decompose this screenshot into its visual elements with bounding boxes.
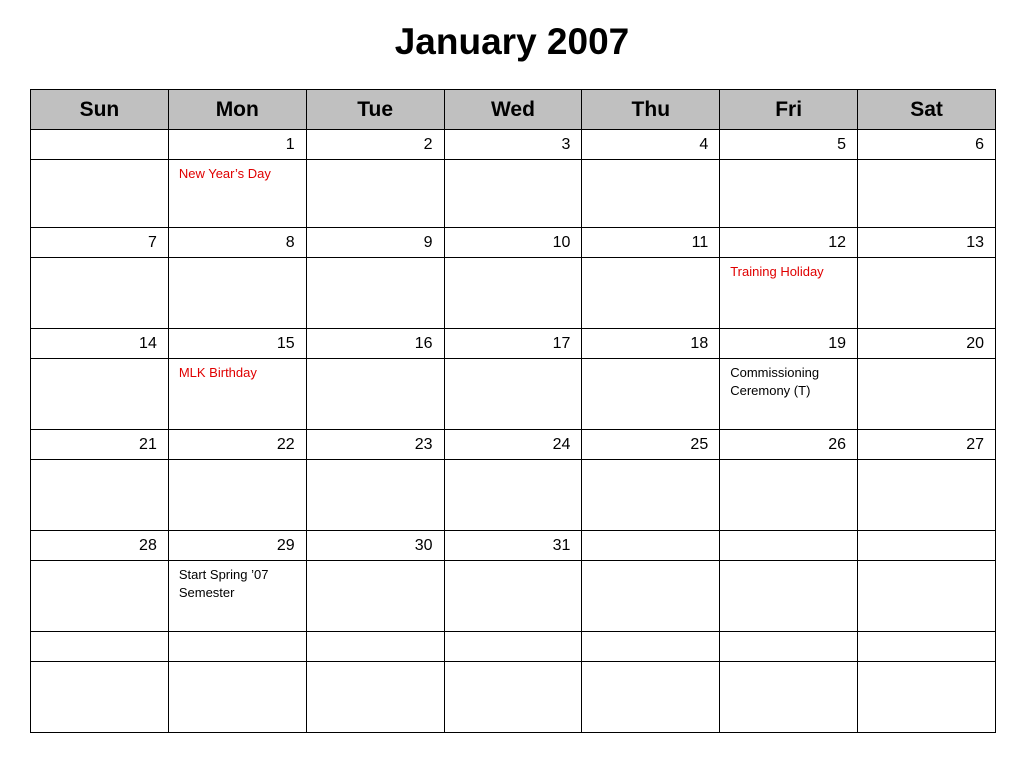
date-cell: 9 <box>306 228 444 258</box>
date-cell: 20 <box>858 329 996 359</box>
event-cell <box>444 258 582 329</box>
date-cell: 29 <box>168 531 306 561</box>
week-1-dates <box>31 130 996 160</box>
event-cell <box>720 359 858 430</box>
weekday-header-sat: Sat <box>858 90 996 130</box>
event-cell <box>306 662 444 733</box>
week-2-events <box>31 258 996 329</box>
date-cell <box>306 632 444 662</box>
event-cell <box>306 258 444 329</box>
week-6-events <box>31 662 996 733</box>
event-cell <box>720 160 858 228</box>
date-cell: 24 <box>444 430 582 460</box>
event-cell <box>31 160 169 228</box>
event-cell <box>306 561 444 632</box>
date-cell <box>168 632 306 662</box>
event-cell <box>168 662 306 733</box>
week-5-dates <box>31 531 996 561</box>
weekday-header-row <box>31 90 996 130</box>
event-cell <box>168 160 306 228</box>
event-cell <box>858 160 996 228</box>
date-cell: 5 <box>720 130 858 160</box>
event-cell <box>306 460 444 531</box>
event-cell <box>858 258 996 329</box>
date-cell: 4 <box>582 130 720 160</box>
date-cell: 8 <box>168 228 306 258</box>
event-cell <box>858 460 996 531</box>
event-cell <box>444 561 582 632</box>
week-4-dates <box>31 430 996 460</box>
event-cell <box>31 258 169 329</box>
event-text-holiday: Training Holiday <box>730 264 824 279</box>
event-cell <box>168 460 306 531</box>
weekday-header-fri: Fri <box>720 90 858 130</box>
week-3-events <box>31 359 996 430</box>
event-cell <box>444 160 582 228</box>
date-cell: 15 <box>168 329 306 359</box>
event-cell <box>444 359 582 430</box>
date-cell: 25 <box>582 430 720 460</box>
date-cell <box>31 130 169 160</box>
event-cell <box>444 662 582 733</box>
week-2-dates <box>31 228 996 258</box>
date-cell <box>720 632 858 662</box>
date-cell: 31 <box>444 531 582 561</box>
date-cell <box>31 632 169 662</box>
event-cell <box>582 258 720 329</box>
date-cell: 30 <box>306 531 444 561</box>
date-cell <box>858 632 996 662</box>
event-cell <box>31 460 169 531</box>
event-cell <box>720 460 858 531</box>
date-cell <box>720 531 858 561</box>
date-cell: 12 <box>720 228 858 258</box>
date-cell: 26 <box>720 430 858 460</box>
date-cell: 6 <box>858 130 996 160</box>
event-cell <box>720 258 858 329</box>
date-cell: 27 <box>858 430 996 460</box>
event-cell <box>582 359 720 430</box>
date-cell <box>582 531 720 561</box>
event-cell <box>168 258 306 329</box>
event-text-holiday: New Year’s Day <box>178 166 271 181</box>
event-cell <box>31 662 169 733</box>
event-cell <box>31 359 169 430</box>
event-cell <box>306 359 444 430</box>
weekday-header-tue: Tue <box>306 90 444 130</box>
week-3-dates <box>31 329 996 359</box>
event-text: Start Spring ’07 Semester <box>178 567 269 600</box>
week-6-dates <box>31 632 996 662</box>
event-text-holiday: MLK Birthday <box>178 365 257 380</box>
date-cell <box>444 632 582 662</box>
date-cell: 22 <box>168 430 306 460</box>
weekday-header-mon: Mon <box>168 90 306 130</box>
week-4-events <box>31 460 996 531</box>
date-cell: 1 <box>168 130 306 160</box>
date-cell <box>858 531 996 561</box>
date-cell: 18 <box>582 329 720 359</box>
date-cell: 16 <box>306 329 444 359</box>
event-cell <box>582 561 720 632</box>
date-cell: 17 <box>444 329 582 359</box>
week-1-events <box>31 160 996 228</box>
event-cell <box>31 561 169 632</box>
event-cell <box>720 561 858 632</box>
week-5-events <box>31 561 996 632</box>
date-cell: 21 <box>31 430 169 460</box>
calendar-grid <box>30 89 996 733</box>
date-cell: 7 <box>31 228 169 258</box>
date-cell: 28 <box>31 531 169 561</box>
date-cell: 19 <box>720 329 858 359</box>
event-cell <box>582 460 720 531</box>
date-cell: 3 <box>444 130 582 160</box>
date-cell: 13 <box>858 228 996 258</box>
date-cell: 10 <box>444 228 582 258</box>
date-cell: 14 <box>31 329 169 359</box>
event-cell <box>720 662 858 733</box>
date-cell: 2 <box>306 130 444 160</box>
weekday-header-thu: Thu <box>582 90 720 130</box>
weekday-header-wed: Wed <box>444 90 582 130</box>
event-cell <box>858 359 996 430</box>
event-text: Commissioning Ceremony (T) <box>730 365 820 398</box>
event-cell <box>168 561 306 632</box>
event-cell <box>858 561 996 632</box>
event-cell <box>582 662 720 733</box>
event-cell <box>306 160 444 228</box>
date-cell <box>582 632 720 662</box>
event-cell <box>168 359 306 430</box>
weekday-header-sun: Sun <box>31 90 169 130</box>
event-cell <box>858 662 996 733</box>
page-title: January 2007 <box>394 21 630 62</box>
event-cell <box>582 160 720 228</box>
event-cell <box>444 460 582 531</box>
date-cell: 11 <box>582 228 720 258</box>
date-cell: 23 <box>306 430 444 460</box>
